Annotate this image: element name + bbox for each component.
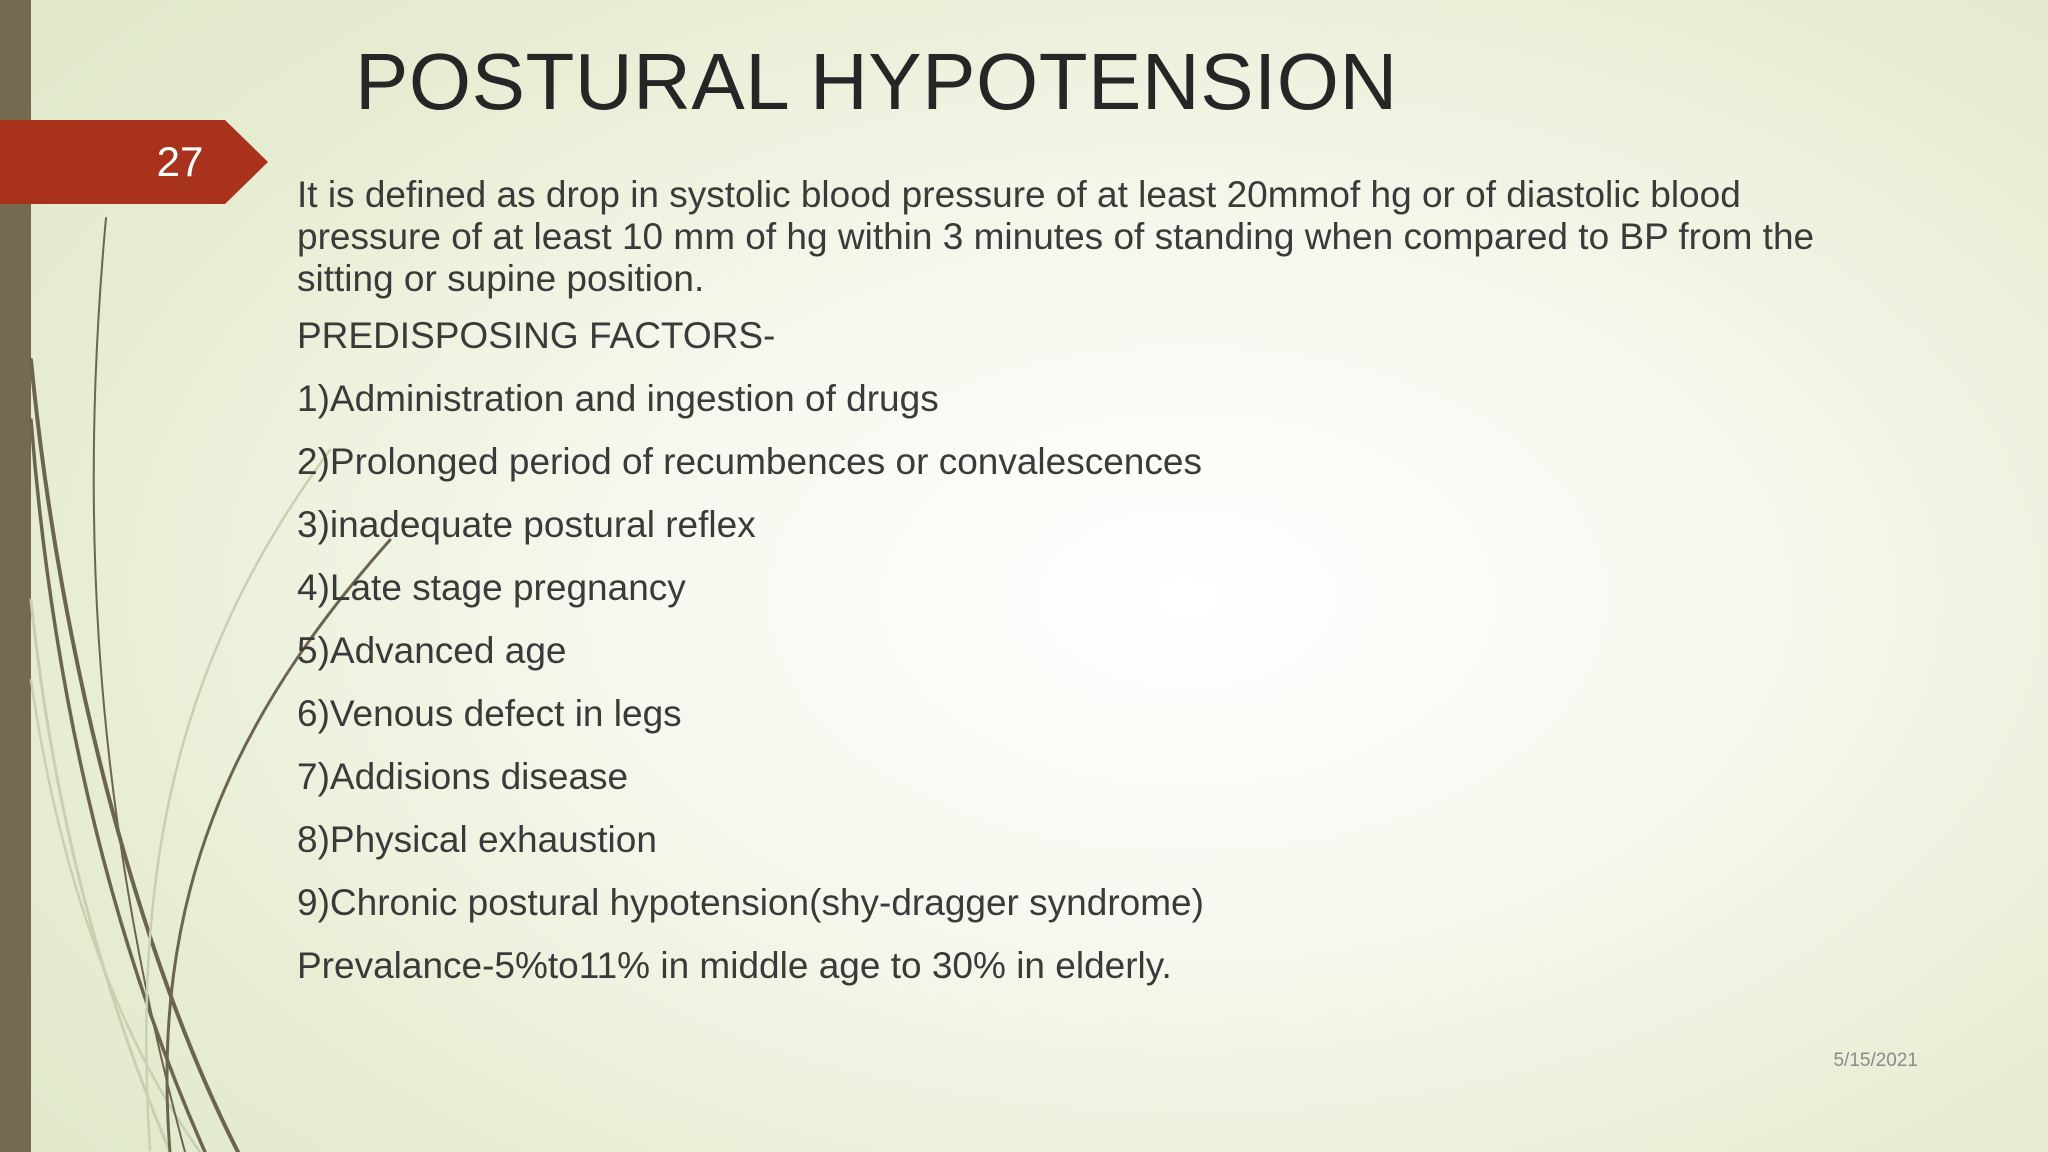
factor-item: 9)Chronic postural hypotension(shy-dragger syndrome) <box>297 882 1204 923</box>
slide-title: POSTURAL HYPOTENSION <box>355 37 1398 126</box>
factor-item: 4)Late stage pregnancy <box>297 567 686 608</box>
factor-item: 8)Physical exhaustion <box>297 819 657 860</box>
factors-heading: PREDISPOSING FACTORS- <box>297 315 776 356</box>
slide-number: 27 <box>156 138 204 185</box>
factor-item: 1)Administration and ingestion of drugs <box>297 378 939 419</box>
slide-date: 5/15/2021 <box>1833 1050 1918 1071</box>
factor-item: 2)Prolonged period of recumbences or convalescences <box>297 441 1202 482</box>
slide-body <box>297 174 1857 1008</box>
factor-item: 3)inadequate postural reflex <box>297 504 756 545</box>
factor-item: 5)Advanced age <box>297 630 567 671</box>
prevalence-text: Prevalance-5%to11% in middle age to 30% in elderly. <box>297 945 1172 986</box>
factor-item: 6)Venous defect in legs <box>297 693 682 734</box>
definition-text: It is defined as drop in systolic blood pressure of at least 20mmof hg or of diastolic blood pressure of at least 10 mm of hg within 3 minutes of standing when compared to BP from the sitting or supine position. <box>297 174 1815 299</box>
slide-number-tag <box>0 120 268 204</box>
factor-item: 7)Addisions disease <box>297 756 629 797</box>
